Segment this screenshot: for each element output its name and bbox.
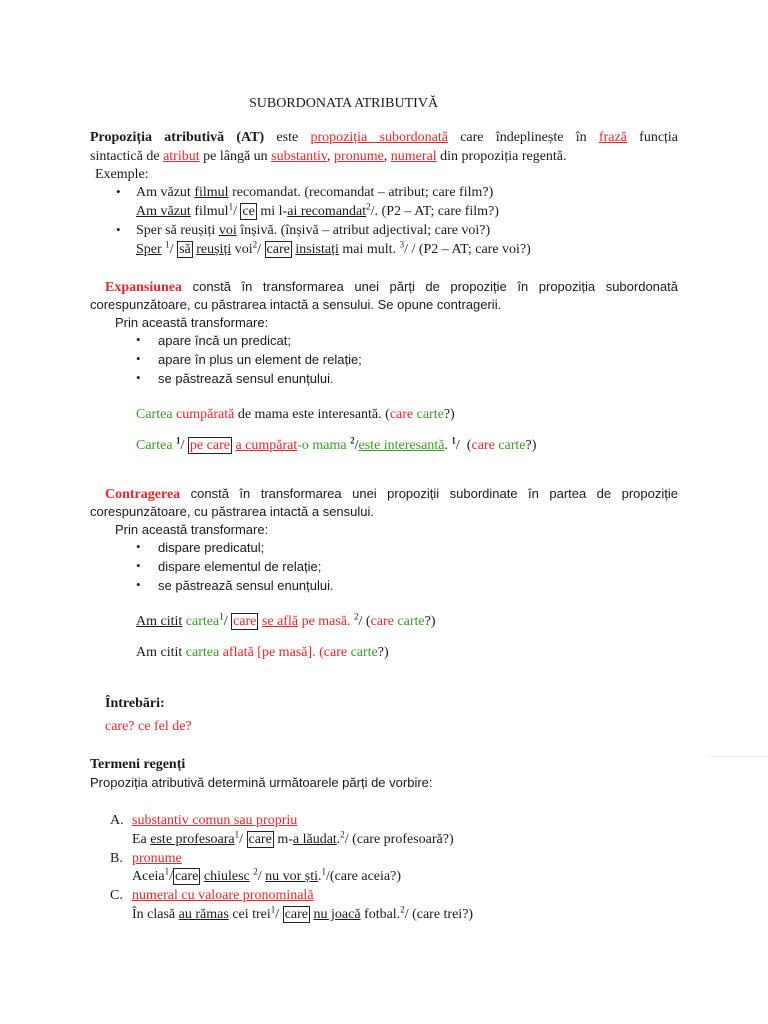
termeni-b-head[interactable]: pronume bbox=[132, 851, 182, 866]
expansiune-item-3: se păstrează sensul enunțului. bbox=[158, 371, 334, 386]
bullet: • bbox=[116, 222, 121, 237]
link-numeral[interactable]: numeral bbox=[390, 149, 437, 164]
relation-element-box: care bbox=[248, 832, 272, 847]
relation-element-box: să bbox=[179, 242, 191, 257]
intro-line-2: sintactică de atribut pe lângă un substantiv, pronume, numeral din propoziția regentă. bbox=[90, 149, 567, 164]
termeni-a-example: Ea este profesoara$^1$/ care m-a lăudat.$^2$/ (care profesoară?) bbox=[132, 829, 454, 847]
page-title: SUBORDONATA ATRIBUTIVĂ bbox=[249, 96, 439, 111]
contragere-item-2: dispare elementul de relație; bbox=[158, 559, 322, 574]
relation-element-box: care bbox=[266, 242, 290, 257]
expansiune-example-1: Cartea cumpărată de mama este interesantă. (care carte?) bbox=[136, 407, 455, 422]
termeni-b-marker: B. bbox=[110, 851, 123, 866]
example-2-line-b: Sper $^1$/ să reușiți voi$^2$/ care insistați mai mult. $^3$/ / (P2 – AT; care voi?) bbox=[136, 239, 531, 257]
contragere-item-3: se păstrează sensul enunțului. bbox=[158, 578, 334, 593]
relation-element-box: care bbox=[175, 869, 199, 884]
contragere-item-1: dispare predicatul; bbox=[158, 540, 265, 555]
relation-element-box: pe care bbox=[189, 438, 230, 453]
link-atribut[interactable]: atribut bbox=[163, 149, 200, 164]
termeni-a-marker: A. bbox=[110, 813, 124, 828]
expansiune-line-1: Expansiunea constă în transformarea unei părți de propoziție în propoziția subordonată bbox=[105, 279, 678, 295]
termeni-c-marker: C. bbox=[110, 888, 123, 903]
bullet: • bbox=[136, 577, 141, 592]
link-pronume[interactable]: pronume bbox=[334, 149, 384, 164]
contragere-prin: Prin această transformare: bbox=[115, 522, 269, 537]
link-fraza[interactable]: frază bbox=[598, 130, 627, 145]
contragere-example-1: Am citit cartea$^1$/ care se află pe masă. $^2$/ (care carte?) bbox=[136, 611, 436, 629]
example-1-line-b: Am văzut filmul$^1$/ ce mi l-ai recomandat$^2$/. (P2 – AT; care film?) bbox=[136, 201, 499, 219]
contragere-line-2: corespunzătoare, cu păstrarea intactă a sensului. bbox=[90, 504, 375, 519]
intrebari-title: Întrebări: bbox=[105, 696, 165, 711]
relation-element-box: care bbox=[233, 614, 257, 629]
divider bbox=[708, 756, 768, 757]
termeni-c-head[interactable]: numeral cu valoare pronominală bbox=[132, 888, 314, 903]
intrebari-text: care? ce fel de? bbox=[105, 719, 192, 734]
exemple-label: Exemple: bbox=[95, 167, 149, 182]
relation-element-box: ce bbox=[242, 204, 255, 219]
termeni-a-head[interactable]: substantiv comun sau propriu bbox=[132, 813, 298, 828]
expansiune-prin: Prin această transformare: bbox=[115, 315, 269, 330]
link-substantiv[interactable]: substantiv bbox=[271, 149, 328, 164]
relation-element-box: care bbox=[284, 907, 308, 922]
link-propozitia-subordonata[interactable]: propoziția subordonată bbox=[310, 130, 448, 145]
example-1-line-a: Am văzut filmul recomandat. (recomandat – atribut; care film?) bbox=[136, 185, 494, 200]
bullet: • bbox=[136, 539, 141, 554]
contragere-example-2: Am citit cartea aflată [pe masă]. (care carte?) bbox=[136, 645, 389, 660]
expansiune-item-2: apare în plus un element de relație; bbox=[158, 352, 362, 367]
bullet: • bbox=[136, 351, 141, 366]
intro-line-1: Propoziția atributivă (AT) este propoziția subordonată care îndeplinește în frază funcția bbox=[90, 130, 679, 145]
example-2-line-a: Sper să reușiți voi înșivă. (înșivă – atribut adjectival; care voi?) bbox=[136, 223, 491, 238]
termeni-intro: Propoziția atributivă determină următoarele părți de vorbire: bbox=[90, 775, 433, 790]
expansiune-example-2: Cartea $^1$/ pe care a cumpărat-o mama $^2$/este interesantă. $^1$/ (care carte?) bbox=[136, 435, 537, 453]
termeni-title: Termeni regenți bbox=[90, 757, 186, 772]
bullet: • bbox=[116, 184, 121, 199]
expansiune-item-1: apare încă un predicat; bbox=[158, 333, 291, 348]
contragere-line-1: Contragerea constă în transformarea unei propoziții subordinate în partea de propoziție bbox=[105, 486, 678, 502]
bullet: • bbox=[136, 370, 141, 385]
termeni-b-example: Aceia$^1$/ care chiulesc $^2$/ nu vor ști.$^1$/(care aceia?) bbox=[132, 866, 401, 884]
termeni-c-example: În clasă au rămas cei trei$^1$/ care nu joacă fotbal.$^2$/ (care trei?) bbox=[132, 904, 474, 922]
bullet: • bbox=[136, 558, 141, 573]
expansiune-line-2: corespunzătoare, cu păstrarea intactă a sensului. Se opune contragerii. bbox=[90, 297, 502, 312]
bullet: • bbox=[136, 332, 141, 347]
